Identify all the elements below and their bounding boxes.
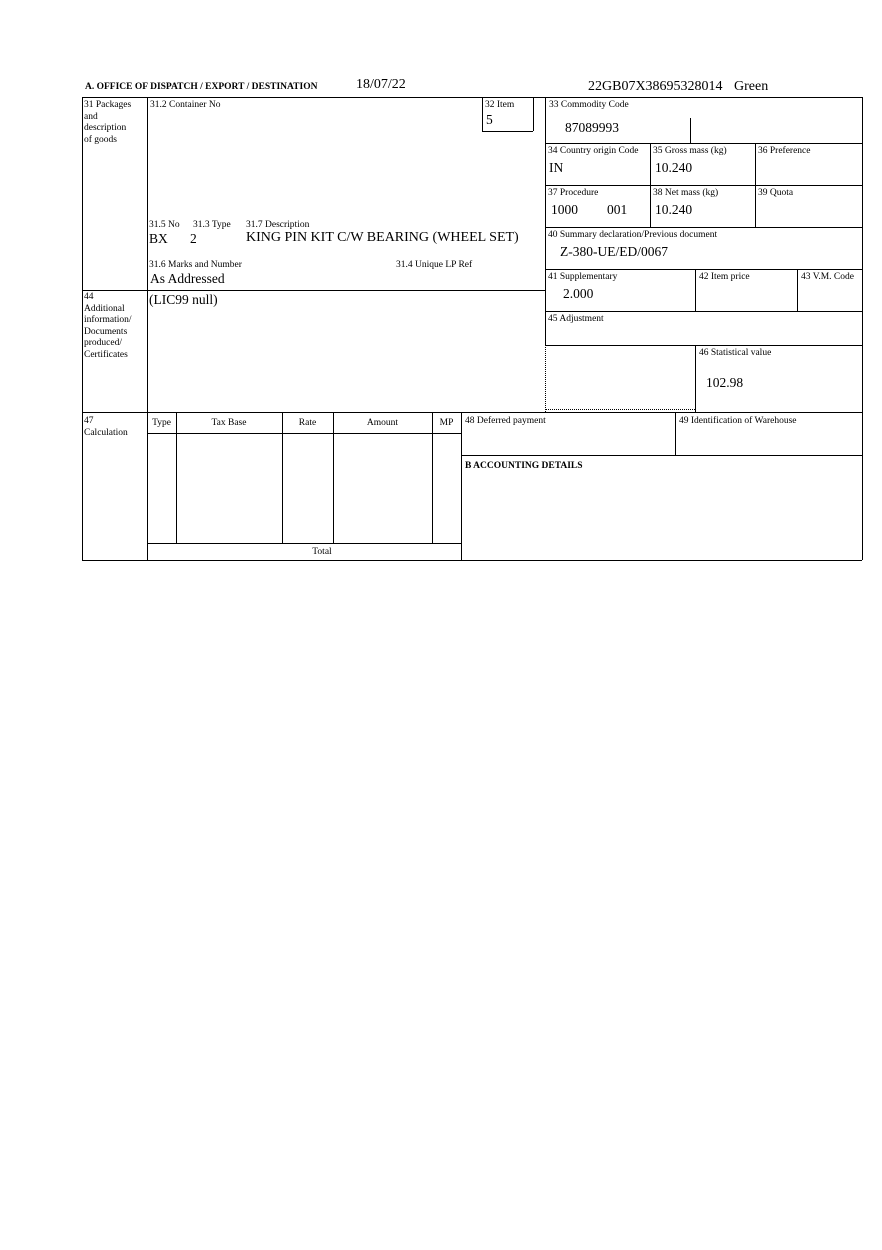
marks-and-number-value: As Addressed [150, 271, 225, 286]
dotted-border-line [545, 409, 695, 410]
border-line [82, 560, 862, 561]
border-line [695, 345, 696, 412]
box-32-item-label: 32 Item [485, 100, 515, 110]
commodity-code-label: 33 Commodity Code [549, 100, 629, 110]
adjustment-label: 45 Adjustment [548, 314, 604, 324]
country-origin-value: IN [549, 160, 564, 175]
goods-description-value: KING PIN KIT C/W BEARING (WHEEL SET) [246, 230, 519, 245]
gross-mass-label: 35 Gross mass (kg) [653, 146, 727, 156]
calc-col-mp: MP [439, 418, 454, 428]
border-line [147, 433, 461, 434]
net-mass-label: 38 Net mass (kg) [653, 188, 719, 198]
border-line [282, 412, 283, 543]
border-line [755, 143, 756, 227]
box-44-label-line: 44 [84, 292, 94, 302]
box-31-label [84, 100, 131, 146]
vm-code-label: 43 V.M. Code [801, 272, 854, 282]
border-line [533, 97, 534, 131]
border-line [82, 97, 862, 98]
box-44-label-line: Certificates [84, 349, 128, 360]
border-line [482, 97, 483, 131]
border-line [333, 412, 334, 543]
statistical-value-label: 46 Statistical value [699, 348, 772, 358]
calc-total-label: Total [312, 547, 332, 557]
container-no-label: 31.2 Container No [150, 100, 221, 110]
border-line [147, 543, 461, 544]
quota-label: 39 Quota [758, 188, 794, 198]
procedure-label: 37 Procedure [548, 188, 599, 198]
border-line [545, 143, 862, 144]
net-mass-value: 10.240 [655, 202, 693, 217]
border-line [147, 97, 148, 560]
border-line [82, 412, 862, 413]
marks-and-number-label: 31.6 Marks and Number [149, 260, 242, 270]
gross-mass-value: 10.240 [655, 160, 693, 175]
warehouse-identification-label: 49 Identification of Warehouse [679, 416, 797, 426]
border-line [545, 227, 862, 228]
border-line [545, 345, 862, 346]
border-line [862, 97, 863, 560]
item-price-label: 42 Item price [699, 272, 750, 282]
declaration-date: 18/07/22 [356, 77, 406, 92]
border-line [675, 412, 676, 455]
routing-status: Green [734, 79, 769, 94]
additional-information-value: (LIC99 null) [149, 292, 218, 307]
office-of-dispatch-label: A. OFFICE OF DISPATCH / EXPORT / DESTINATION [85, 82, 318, 92]
summary-declaration-label: 40 Summary declaration/Previous document [548, 230, 718, 240]
box-47-label [84, 416, 128, 439]
packages-no-label: 31.5 No [149, 220, 180, 230]
packages-no-value: BX [149, 231, 168, 246]
packages-type-label: 31.3 Type [193, 220, 231, 230]
statistical-value: 102.98 [706, 375, 744, 390]
dotted-border-line [545, 345, 546, 412]
calc-col-type: Type [152, 418, 171, 428]
packages-description-label: 31.7 Description [246, 220, 310, 230]
calc-col-amount: Amount [366, 418, 399, 428]
border-line [482, 131, 533, 132]
calc-col-tax-base: Tax Base [211, 418, 247, 428]
procedure-extra-value: 001 [607, 202, 628, 217]
border-line [176, 412, 177, 543]
box-44-label [84, 292, 132, 361]
box-44-label-line: produced/ [84, 338, 122, 348]
box-44-label-line: information/ [84, 315, 132, 325]
item-number-value: 5 [486, 112, 493, 127]
summary-declaration-value: Z-380-UE/ED/0067 [560, 244, 668, 259]
box-47-label-line: 47 [84, 416, 94, 426]
accounting-details-label: B ACCOUNTING DETAILS [465, 461, 583, 471]
packages-type-value: 2 [190, 231, 197, 246]
border-line [82, 97, 83, 560]
unique-lp-ref-label: 31.4 Unique LP Ref [396, 260, 473, 270]
border-line [650, 143, 651, 227]
country-origin-label: 34 Country origin Code [548, 146, 639, 156]
border-line [797, 269, 798, 311]
box-31-label-line: 31 Packages [84, 100, 132, 110]
box-44-label-line: Documents [84, 326, 128, 337]
border-line [545, 185, 862, 186]
box-44-label-line: Additional [84, 303, 125, 314]
border-line [545, 269, 862, 270]
supplementary-label: 41 Supplementary [548, 272, 618, 282]
preference-label: 36 Preference [758, 146, 811, 156]
border-line [432, 412, 433, 543]
box-31-label-line: of goods [84, 134, 117, 145]
procedure-main-value: 1000 [551, 202, 578, 217]
border-line [461, 412, 462, 560]
supplementary-value: 2.000 [563, 286, 594, 301]
calc-col-rate: Rate [298, 418, 317, 428]
commodity-code-value: 87089993 [565, 120, 619, 135]
box-31-label-line: description [84, 123, 127, 133]
border-line [461, 455, 862, 456]
border-line [82, 290, 545, 291]
mrn-value: 22GB07X38695328014 [588, 79, 723, 94]
deferred-payment-label: 48 Deferred payment [465, 416, 546, 426]
border-line [690, 118, 691, 143]
border-line [545, 311, 862, 312]
box-47-label-line: Calculation [84, 427, 128, 438]
border-line [695, 269, 696, 311]
border-line [545, 97, 546, 345]
box-31-label-line: and [84, 111, 98, 122]
